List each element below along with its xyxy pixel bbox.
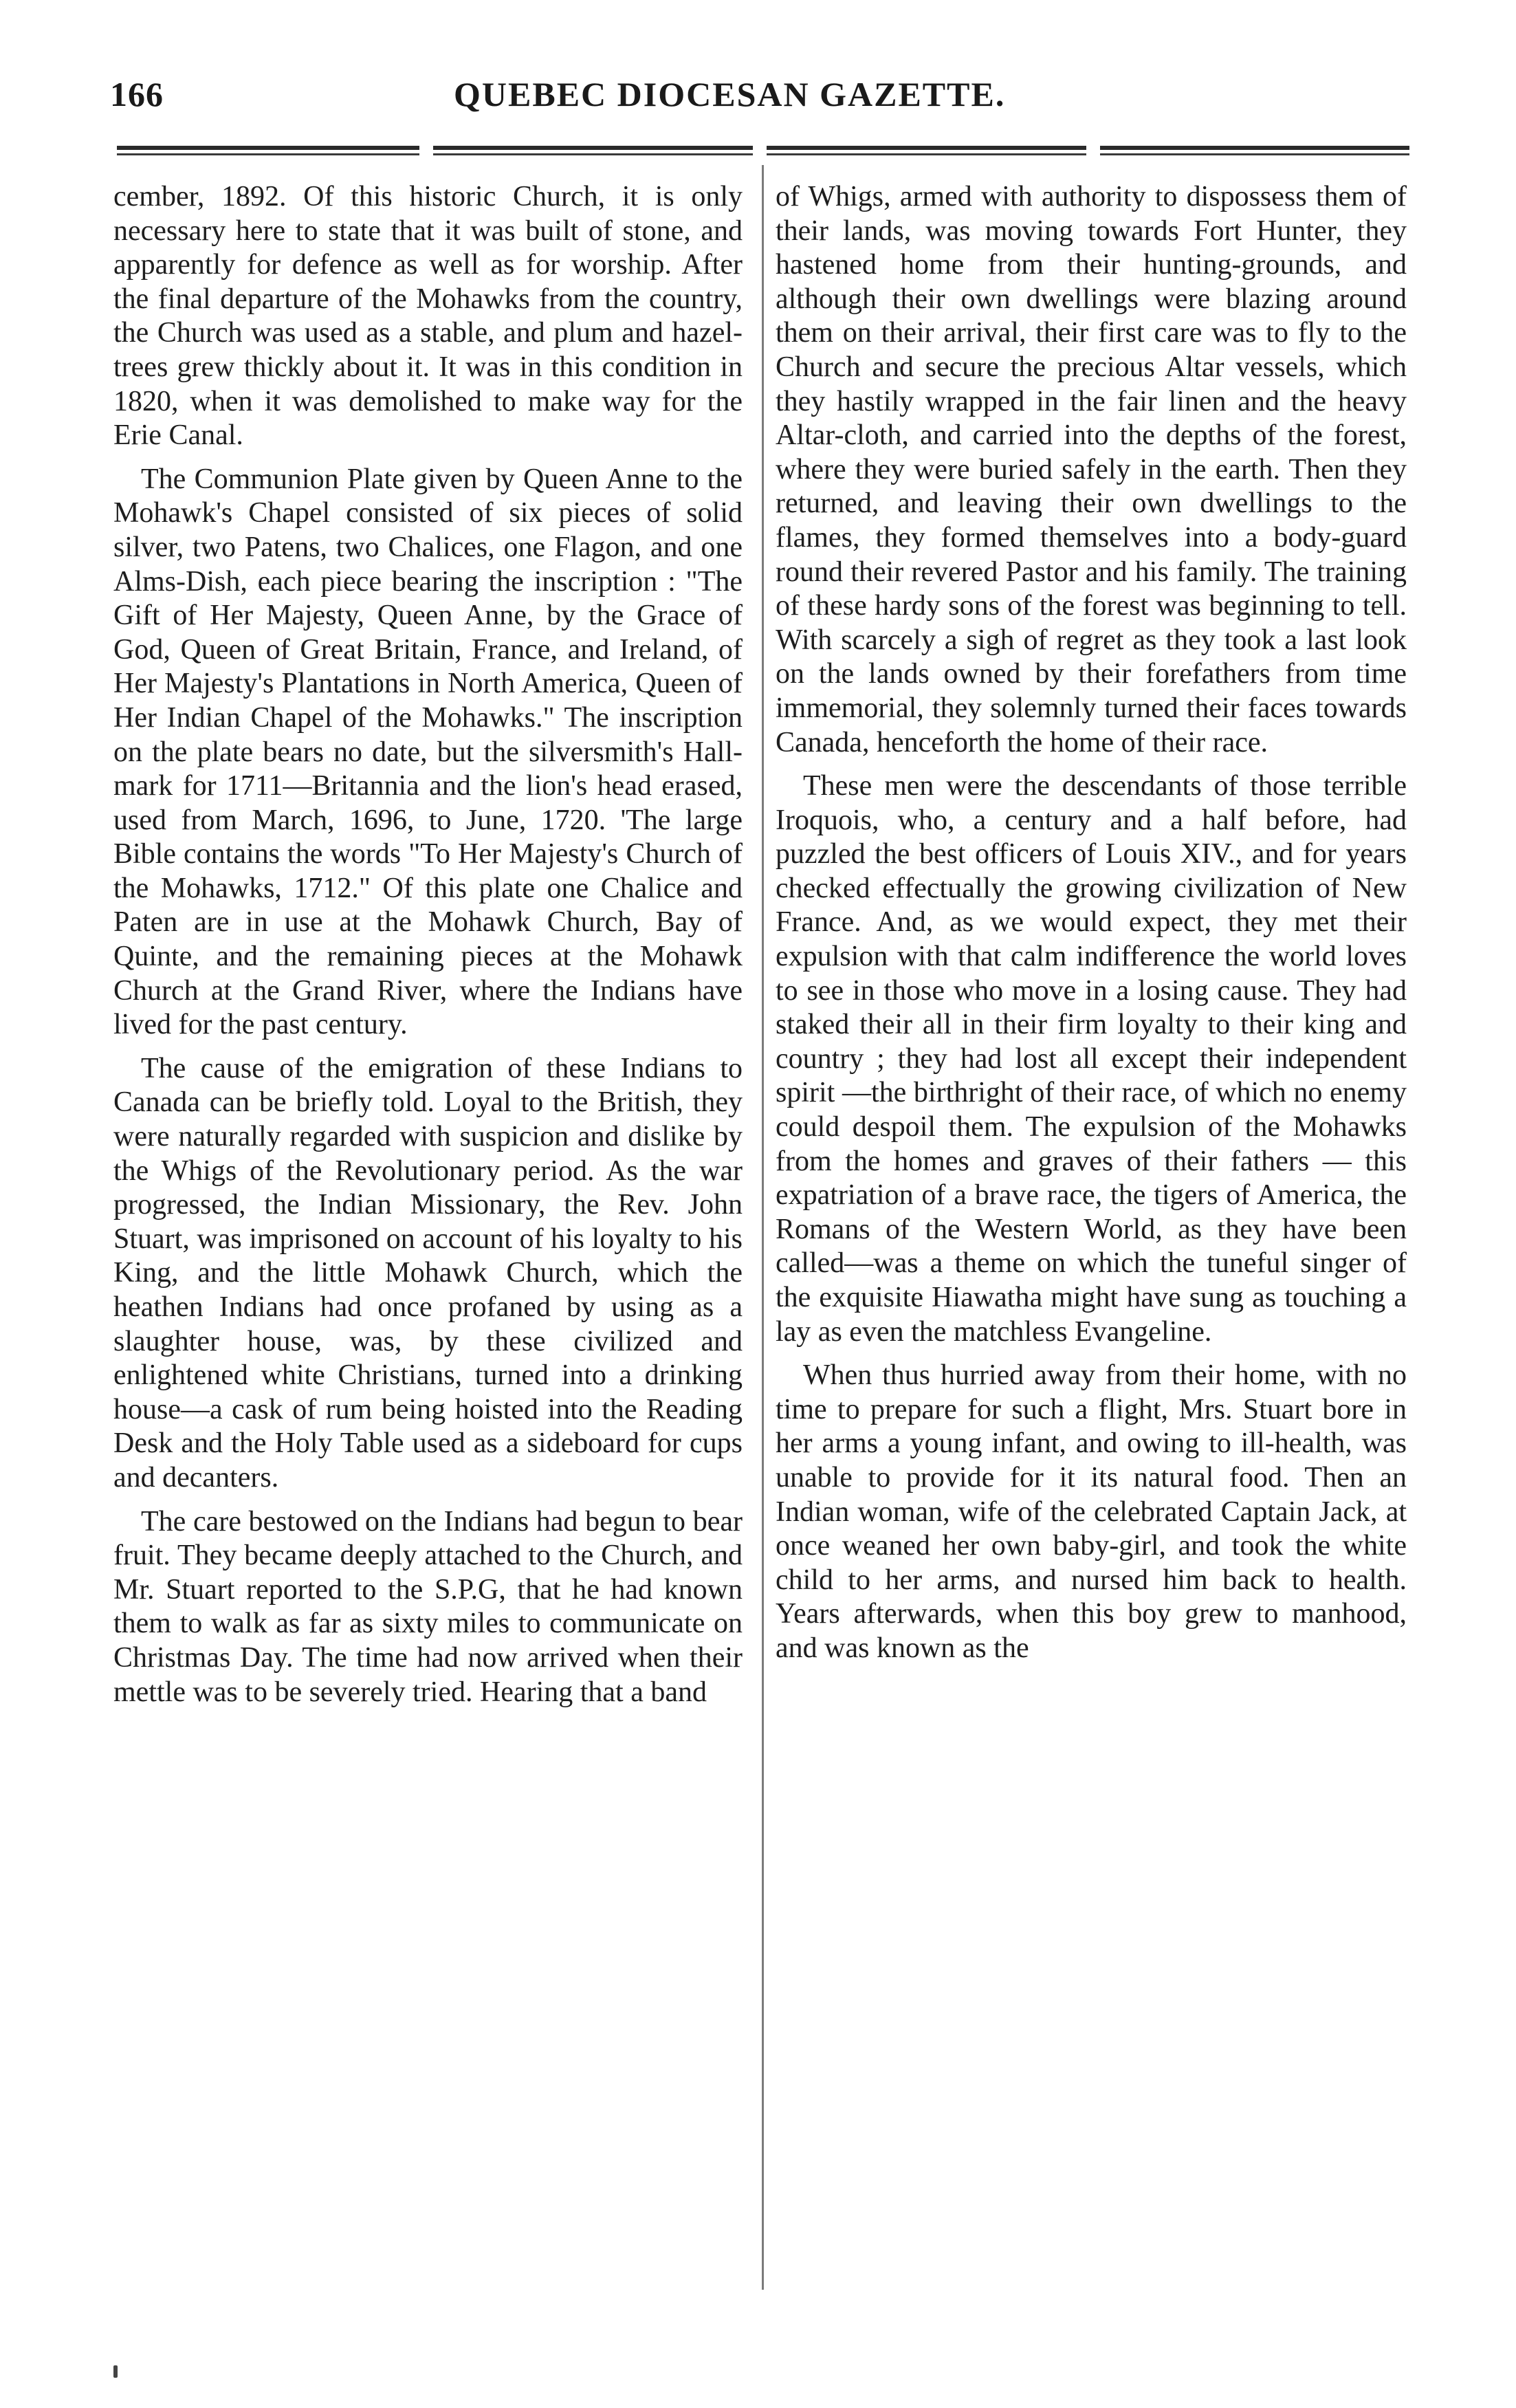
right-paragraph-2: These men were the descendants of those terrible Iroquois, who, a century and a half before, had puzzled the best officers of Louis XIV., and for years checked effectually the growing civilization of New France. And, as we would expect, they met their expulsion with that calm indifference the world loves to see in those who move in a losing cause. They had staked their all in their firm loyalty to their king and country ; they had lost all except their independent spirit —the birthright of their race, of which no enemy could despoil them. The expulsion of the Mohawks from the homes and graves of their fathers — this expatriation of a brave race, the tigers of America, the Romans of the Western World, as they have been called—was a theme on which the tuneful singer of the exquisite Hiawatha might have sung as touching a lay as even the matchless Evangeline. bbox=[776, 770, 1407, 1348]
page-header bbox=[110, 74, 1409, 129]
margin-mark bbox=[113, 2365, 118, 2378]
header-rule-left bbox=[117, 144, 419, 160]
right-paragraph-1: of Whigs, armed with authority to dispossess them of their lands, was moving towards Fort Hunter, they hastened home from their hunting-grounds, and although their own dwellings were blazing around them on their arrival, their first care was to fly to the Church and secure the precious Altar vessels, which they hastily wrapped in the fair linen and the heavy Altar-cloth, and carried into the depths of the forest, where they were buried safely in the earth. Then they returned, and leaving their own dwellings to the flames, they formed themselves into a body-guard round their revered Pastor and his family. The training of these hardy sons of the forest was beginning to tell. With scarcely a sigh of regret as they took a last look on the lands owned by their forefathers from time immemorial, they solemnly turned their faces towards Canada, henceforth the home of their race. bbox=[776, 181, 1407, 758]
column-divider bbox=[762, 165, 764, 2290]
left-paragraph-1: cember, 1892. Of this historic Church, it is only necessary here to state that it was built of stone, and apparently for defence as well as for worship. After the final departure of the Mohawks from the country, the Church was used as a stable, and plum and hazel-trees grew thickly about it. It was in this condition in 1820, when it was demolished to make way for the Erie Canal. bbox=[113, 181, 743, 452]
left-column bbox=[113, 180, 743, 1719]
header-rule bbox=[117, 144, 1409, 160]
left-paragraph-3: The cause of the emigration of these Indians to Canada can be briefly told. Loyal to the British, they were naturally regarded with suspicion and dislike by the Whigs of the Revolutionary period. As the war progressed, the Indian Missionary, the Rev. John Stuart, was imprisoned on account of his loyalty to his King, and the little Mohawk Church, which the heathen Indians had once profaned by using as a slaughter house, was, by these civilized and enlightened white Christians, turned into a drinking house—a cask of rum being hoisted into the Reading Desk and the Holy Table used as a sideboard for cups and decanters. bbox=[113, 1052, 743, 1493]
right-paragraph-3: When thus hurried away from their home, with no time to prepare for such a flight, Mrs. Stuart bore in her arms a young infant, and owing to ill-health, was unable to provide for it its natural food. Then an Indian woman, wife of the celebrated Captain Jack, at once weaned her own baby-girl, and took the white child to her arms, and nursed him back to health. Years afterwards, when this boy grew to manhood, and was known as the bbox=[776, 1359, 1407, 1664]
right-column bbox=[776, 180, 1407, 1676]
header-rule-center-right bbox=[767, 144, 1086, 160]
left-paragraph-2: The Communion Plate given by Queen Anne to the Mohawk's Chapel consisted of six pieces of solid silver, two Patens, two Chalices, one Flagon, and one Alms-Dish, each piece bearing the inscription : "The Gift of Her Majesty, Queen Anne, by the Grace of God, Queen of Great Britain, France, and Ireland, of Her Majesty's Plantations in North America, Queen of Her Indian Chapel of the Mohawks." The inscription on the plate bears no date, but the silversmith's Hall-mark for 1711—Britannia and the lion's head erased, used from March, 1696, to June, 1720. 'The large Bible contains the words "To Her Majesty's Church of the Mohawks, 1712." Of this plate one Chalice and Paten are in use at the Mohawk Church, Bay of Quinte, and the remaining pieces at the Mohawk Church at the Grand River, where the Indians have lived for the past century. bbox=[113, 463, 743, 1041]
header-rule-center-left bbox=[433, 144, 753, 160]
publication-title: QUEBEC DIOCESAN GAZETTE. bbox=[454, 75, 1006, 113]
header-rule-right bbox=[1100, 144, 1409, 160]
page-number: 166 bbox=[110, 75, 164, 113]
left-paragraph-4: The care bestowed on the Indians had begun to bear fruit. They became deeply attached to the Church, and Mr. Stuart reported to the S.P.G, that he had known them to walk as far as sixty miles to communicate on Christmas Day. The time had now arrived when their mettle was to be severely tried. Hearing that a band bbox=[113, 1505, 743, 1708]
